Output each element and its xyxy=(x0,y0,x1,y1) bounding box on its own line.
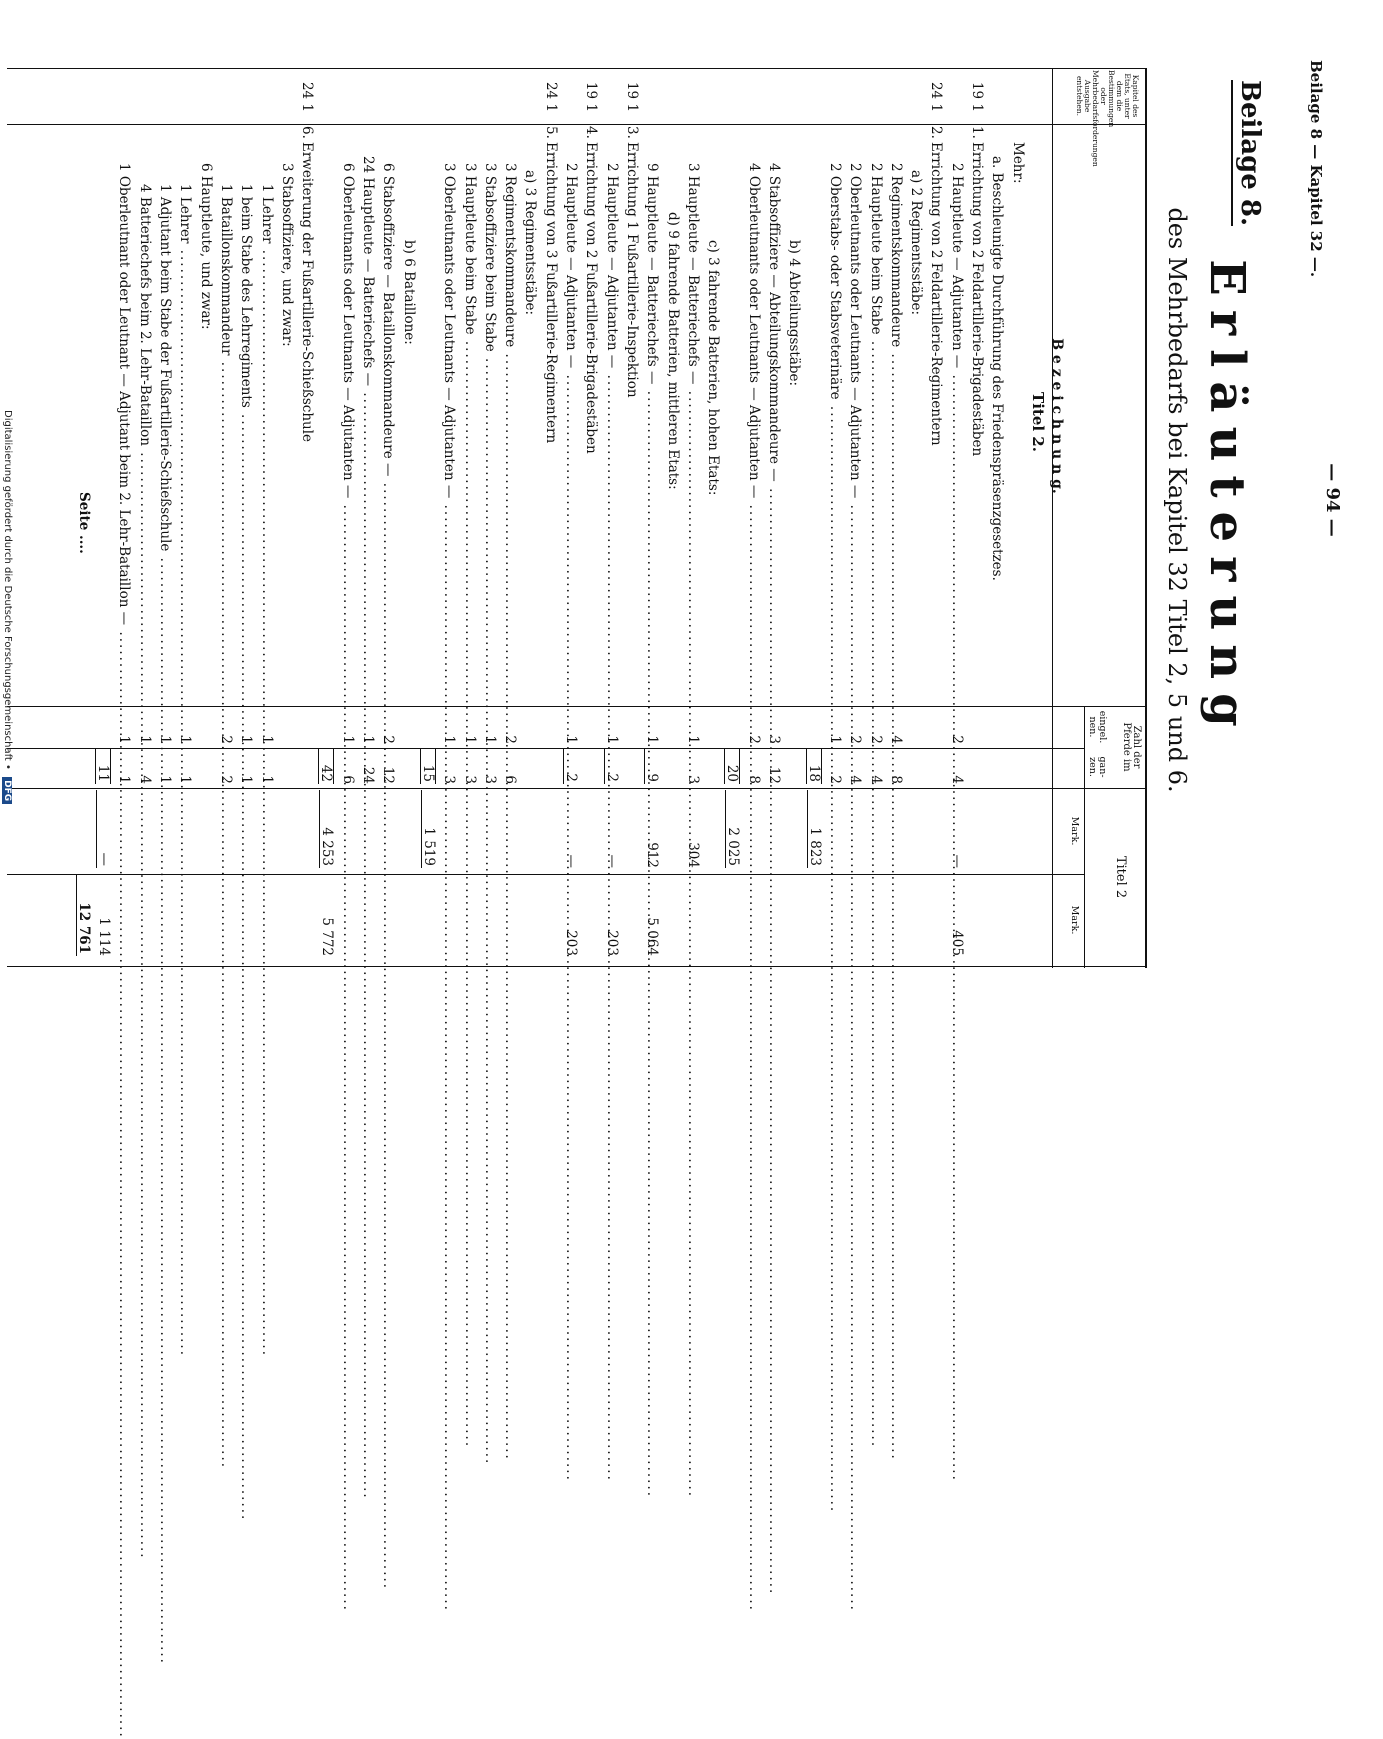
mark-cell-2: 12 761 xyxy=(76,874,91,956)
item-number: 4. xyxy=(583,126,600,139)
pferde-eingel-cell: 4 xyxy=(887,735,904,744)
table-row xyxy=(280,68,294,968)
pferde-ganzen-cell: 1 xyxy=(238,775,255,784)
bezeichnung-cell: 3 Stabsoffiziere, und zwar: xyxy=(278,163,295,347)
pferde-ganzen-cell: 3 xyxy=(461,775,478,784)
pferde-ganzen-cell: 20 xyxy=(725,748,741,784)
budget-table xyxy=(7,68,1147,968)
table-row xyxy=(422,68,436,968)
pferde-ganzen-cell: 9 xyxy=(644,748,659,784)
rule-header-mid xyxy=(1084,706,1085,968)
bezeichnung-cell: 1 Lehrer ..... xyxy=(178,184,192,702)
pferde-ganzen-cell: 3 xyxy=(684,775,701,784)
pferde-ganzen-cell: 1 xyxy=(116,775,133,784)
table-row xyxy=(950,68,964,968)
pferde-ganzen-cell: 4 xyxy=(948,775,965,784)
bezeichnung-cell: 2 Hauptleute — Adjutanten — ..... xyxy=(950,163,964,702)
table-row xyxy=(909,68,923,968)
pferde-eingel-cell: 1 xyxy=(258,735,275,744)
item-number: 3. xyxy=(624,126,640,139)
table-row xyxy=(930,68,944,968)
table-row xyxy=(686,68,700,968)
beilage-label: Beilage 8. xyxy=(1231,80,1265,226)
bezeichnung-cell: Errichtung 1 Fußartillerie-Inspektion xyxy=(624,142,640,398)
mark-cell-2: 1 114 xyxy=(96,917,113,956)
bezeichnung-cell: 4 Oberleutnants oder Leutnants — Adjutanten — ..... xyxy=(747,163,761,702)
table-row xyxy=(869,68,883,968)
bezeichnung-cell: 2 Regimentskommandeure ..... xyxy=(889,163,903,702)
pferde-ganzen-cell: 8 xyxy=(887,775,904,784)
bezeichnung-cell: 4 Stabsoffiziere — Abteilungskommandeure — ..... xyxy=(767,163,781,702)
item-number: 5. xyxy=(542,126,559,139)
mark-cell-1: — xyxy=(96,790,111,868)
header-bezeichnung: B e z e i c h n u n g. xyxy=(1049,338,1065,494)
pferde-eingel-cell: 2 xyxy=(380,735,397,744)
pferde-eingel-cell: 2 xyxy=(867,735,884,744)
kapitel-cell: 19 1 xyxy=(624,81,640,113)
kapitel-cell: 19 1 xyxy=(969,81,986,113)
bezeichnung-cell: Titel 2. xyxy=(1029,392,1047,452)
pferde-ganzen-cell: 2 xyxy=(563,748,578,784)
table-row xyxy=(178,68,192,968)
table-row xyxy=(805,68,823,968)
kapitel-cell: 24 1 xyxy=(928,81,945,113)
pferde-ganzen-cell: 18 xyxy=(806,748,822,784)
table-row xyxy=(848,68,862,968)
document-subtitle: des Mehrbedarfs bei Kapitel 32 Titel 2, 5 und 6. xyxy=(1163,207,1191,793)
bezeichnung-cell: 3 Hauptleute — Batteriechefs — ..... xyxy=(686,163,700,702)
table-row xyxy=(605,68,619,968)
mark-cell-2: 5 772 xyxy=(319,917,336,956)
pferde-ganzen-cell: 2 xyxy=(827,775,843,784)
dfg-logo: DFG xyxy=(2,777,12,804)
bezeichnung-cell: 2 Hauptleute — Adjutanten — ..... xyxy=(564,163,578,702)
pferde-ganzen-cell: 1 xyxy=(258,775,275,784)
pferde-eingel-cell: 1 xyxy=(441,735,458,744)
bezeichnung-cell: Erweiterung der Fußartillerie-Schießschule xyxy=(299,142,316,443)
mark-cell-1: — xyxy=(563,854,580,868)
table-row xyxy=(199,68,213,968)
mark-cell-1: 1 519 xyxy=(421,790,436,868)
pferde-eingel-cell: 1 xyxy=(157,735,174,744)
mark-cell-1: — xyxy=(948,854,965,868)
kapitel-cell: 19 1 xyxy=(583,81,600,113)
pferde-ganzen-cell: 24 xyxy=(360,766,377,784)
digitization-note xyxy=(2,410,13,804)
table-row xyxy=(503,68,517,968)
mark-cell-2: 203 xyxy=(603,930,620,956)
bezeichnung-cell: a) 3 Regimentsstäbe: xyxy=(522,170,539,316)
bezeichnung-cell: 6 Oberleutnants oder Leutnants — Adjutanten — ..... xyxy=(341,163,355,702)
mark-cell-1: 4 253 xyxy=(320,790,335,868)
table-row xyxy=(118,68,132,968)
table-row xyxy=(828,68,842,968)
bezeichnung-cell: c) 3 fahrende Batterien, hohen Etats: xyxy=(705,240,722,496)
table-row xyxy=(463,68,477,968)
bezeichnung-cell: b) 6 Bataillone: xyxy=(400,240,417,345)
pferde-ganzen-cell: 2 xyxy=(604,748,619,784)
kapitel-cell: 24 1 xyxy=(299,81,316,113)
table-row xyxy=(300,68,314,968)
pferde-ganzen-cell: 3 xyxy=(481,775,498,784)
table-row xyxy=(402,68,416,968)
table-row xyxy=(706,68,720,968)
table-row xyxy=(767,68,781,968)
pferde-ganzen-cell: 6 xyxy=(339,775,356,784)
bezeichnung-cell: a) 2 Regimentsstäbe: xyxy=(908,170,925,316)
table-row xyxy=(747,68,761,968)
table-row xyxy=(1011,68,1025,968)
pferde-eingel-cell: 1 xyxy=(644,735,661,744)
bezeichnung-cell: a. Beschleunigte Durchführung des Friedenspräsenzgesetzes. xyxy=(989,156,1006,581)
table-row xyxy=(361,68,375,968)
table-row xyxy=(219,68,233,968)
pferde-ganzen-cell: 12 xyxy=(380,766,397,784)
table-row xyxy=(564,68,578,968)
page-number: — 94 — xyxy=(1322,463,1343,537)
pferde-ganzen-cell: 6 xyxy=(502,775,519,784)
pferde-ganzen-cell: 1 xyxy=(157,775,174,784)
header-kapitel: Kapitel des Etats, unter dem die Bestimmungen oder Mehrbedarfsforderungen Ausgabe entstehen. xyxy=(1075,70,1140,167)
table-row xyxy=(889,68,903,968)
bezeichnung-cell: 3 Regimentskommandeure ..... xyxy=(503,163,517,702)
pferde-ganzen-cell: 11 xyxy=(95,748,111,784)
bezeichnung-cell: 2 Oberleutnants oder Leutnants — Adjutanten — ..... xyxy=(848,163,862,702)
mark-cell-2: 203 xyxy=(563,930,580,956)
pferde-eingel-cell: 2 xyxy=(745,735,762,744)
pferde-ganzen-cell: 4 xyxy=(867,775,884,784)
bezeichnung-cell: 6 Hauptleute, und zwar: xyxy=(197,163,214,330)
bezeichnung-cell: Errichtung von 2 Fußartillerie-Brigadestäben xyxy=(583,142,600,454)
pferde-eingel-cell: 1 xyxy=(136,735,153,744)
pferde-eingel-cell: 1 xyxy=(360,735,377,744)
table-row xyxy=(158,68,172,968)
pferde-eingel-cell: 1 xyxy=(339,735,356,744)
bezeichnung-cell: Errichtung von 3 Fußartillerie-Regimentern xyxy=(542,142,559,444)
table-row xyxy=(666,68,680,968)
mark-cell-1: — xyxy=(603,854,620,868)
pferde-eingel-cell: 1 xyxy=(684,735,701,744)
bezeichnung-cell: d) 9 fahrende Batterien, mittleren Etats: xyxy=(664,212,681,490)
mark-cell-2: 5 064 xyxy=(644,917,661,956)
running-header: Beilage 8 — Kapitel 32 —. xyxy=(1307,60,1325,278)
pferde-eingel-cell: 1 xyxy=(827,735,843,744)
pferde-eingel-cell: 2 xyxy=(948,735,965,744)
table-row xyxy=(318,68,336,968)
bezeichnung-cell: 3 Stabsoffiziere beim Stabe ..... xyxy=(483,163,497,702)
mark-cell-1: 912 xyxy=(644,842,661,868)
pferde-eingel-cell: 2 xyxy=(502,735,519,744)
bezeichnung-cell: 1 beim Stabe des Lehrregiments ..... xyxy=(239,184,253,702)
table-row xyxy=(483,68,497,968)
bezeichnung-cell: 1 Oberleutnant oder Leutnant — Adjutant beim 2. Lehr-Bataillon — ..... xyxy=(118,163,132,702)
bezeichnung-cell: 9 Hauptleute — Batteriechefs — ..... xyxy=(645,163,659,702)
mark-cell-1: 2 025 xyxy=(726,790,741,868)
table-row xyxy=(77,68,91,968)
pferde-ganzen-cell: 1 xyxy=(177,775,194,784)
bezeichnung-cell: 1 Lehrer ..... xyxy=(260,184,274,702)
mark-cell-2: 405 xyxy=(948,930,965,956)
table-row xyxy=(524,68,538,968)
mark-cell-1: 1 823 xyxy=(807,790,822,868)
header-pferde: Zahl der Pferde im xyxy=(1121,722,1142,772)
document-title: Erläuterung xyxy=(1199,259,1255,741)
table-row xyxy=(990,68,1004,968)
bezeichnung-cell: 1 Bataillonskommandeur ..... xyxy=(219,184,233,702)
pferde-eingel-cell: 1 xyxy=(461,735,478,744)
pferde-eingel-cell: 2 xyxy=(218,735,234,744)
pferde-eingel-cell: 1 xyxy=(238,735,255,744)
table-row xyxy=(381,68,395,968)
item-number: 2. xyxy=(928,126,945,139)
table-row xyxy=(442,68,456,968)
header-eingel: eingel. nen. xyxy=(1087,710,1108,744)
bezeichnung-cell: 1 Adjutant beim Stabe der Fußartillerie-Schießschule ..... xyxy=(158,184,172,702)
table-row xyxy=(787,68,801,968)
pferde-eingel-cell: 1 xyxy=(481,735,498,744)
bezeichnung-cell: 24 Hauptleute — Batteriechefs — ..... xyxy=(361,156,375,702)
pferde-ganzen-cell: 15 xyxy=(420,748,436,784)
bezeichnung-cell: 2 Hauptleute — Adjutanten — ..... xyxy=(605,163,619,702)
table-row xyxy=(970,68,984,968)
header-mark-1: Mark. xyxy=(1069,816,1080,846)
bezeichnung-cell: Mehr: xyxy=(1009,142,1026,184)
header-ganzen: gan- zen. xyxy=(1087,756,1108,778)
table-row xyxy=(260,68,274,968)
bezeichnung-cell: 2 Oberstabs- oder Stabsveterinäre ..... xyxy=(828,163,842,702)
pferde-ganzen-cell: 8 xyxy=(745,775,762,784)
bezeichnung-cell: 3 Oberleutnants oder Leutnants — Adjutanten — ..... xyxy=(442,163,456,702)
pferde-eingel-cell: 2 xyxy=(847,735,864,744)
item-number: 1. xyxy=(969,126,986,139)
pferde-ganzen-cell: 2 xyxy=(218,775,234,784)
pferde-ganzen-cell: 4 xyxy=(847,775,864,784)
table-row xyxy=(544,68,558,968)
table-row xyxy=(724,68,742,968)
digitization-text: Digitalisierung gefördert durch die Deutsche Forschungsgemeinschaft • xyxy=(2,410,13,770)
pferde-eingel-cell: 1 xyxy=(603,735,620,744)
header-titel: Titel 2 xyxy=(1113,855,1128,899)
pferde-ganzen-cell: 4 xyxy=(136,775,153,784)
pferde-eingel-cell: 1 xyxy=(563,735,580,744)
bezeichnung-cell: Errichtung von 2 Feldartillerie-Regimentern xyxy=(928,142,945,446)
pferde-eingel-cell: 1 xyxy=(177,735,194,744)
rule-header-bottom xyxy=(1052,68,1053,968)
pferde-ganzen-cell: 3 xyxy=(441,775,458,784)
table-row xyxy=(584,68,598,968)
bezeichnung-cell: 3 Hauptleute beim Stabe ..... xyxy=(463,163,477,702)
bezeichnung-cell: 6 Stabsoffiziere — Bataillonskommandeure — ..... xyxy=(381,163,395,702)
table-row xyxy=(239,68,253,968)
table-row xyxy=(625,68,639,968)
table-row xyxy=(1031,68,1045,968)
pferde-eingel-cell: 1 xyxy=(116,735,133,744)
bezeichnung-cell: Seite .... xyxy=(75,492,92,554)
bezeichnung-cell: b) 4 Abteilungsstäbe: xyxy=(786,240,803,387)
pferde-eingel-cell: 3 xyxy=(766,735,783,744)
table-row xyxy=(138,68,152,968)
item-number: 6. xyxy=(299,126,316,139)
bezeichnung-cell: Errichtung von 2 Feldartillerie-Brigadestäben xyxy=(969,142,986,457)
table-row xyxy=(341,68,355,968)
mark-cell-1: 304 xyxy=(684,842,701,868)
pferde-ganzen-cell: 12 xyxy=(766,766,783,784)
bezeichnung-cell: 4 Batteriechefs beim 2. Lehr-Bataillon ..... xyxy=(138,184,152,702)
bezeichnung-cell: 2 Hauptleute beim Stabe ..... xyxy=(869,163,883,702)
kapitel-cell: 24 1 xyxy=(542,81,559,113)
pferde-ganzen-cell: 42 xyxy=(319,748,335,784)
table-row xyxy=(645,68,659,968)
table-row xyxy=(97,68,111,968)
header-mark-2: Mark. xyxy=(1069,905,1080,935)
